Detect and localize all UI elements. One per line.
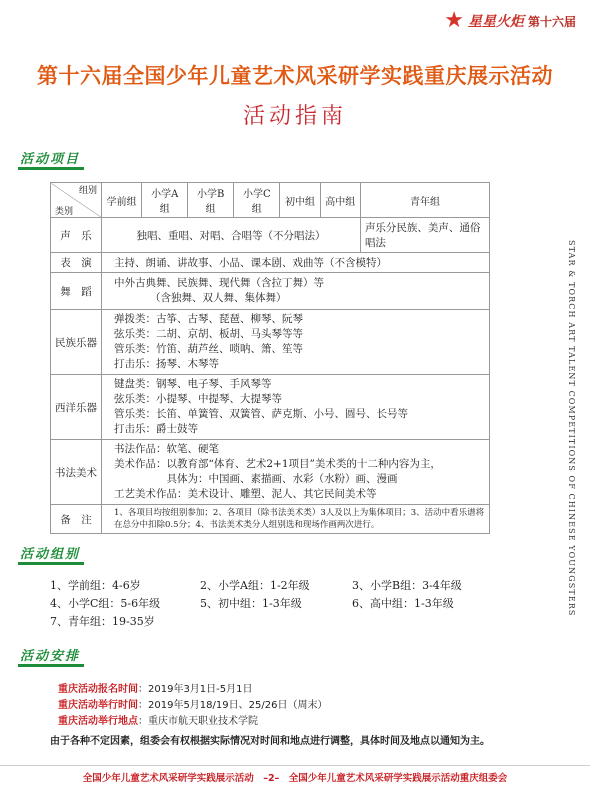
logo [444, 10, 576, 32]
row-line: （含独舞、双人舞、集体舞） [150, 292, 287, 304]
table-row [51, 253, 490, 273]
row-content [102, 273, 490, 310]
row-content: 独唱、重唱、对唱、合唱等（不分唱法） [102, 218, 361, 253]
row-line: 打击乐：爵士鼓等 [114, 423, 198, 435]
row-line: 弦乐类：小提琴、中提琴、大提琴等 [114, 393, 282, 405]
section-header-projects [18, 148, 84, 170]
section-header-groups [18, 543, 84, 565]
row-line: 中外古典舞、民族舞、现代舞（含拉丁舞）等 [114, 277, 324, 289]
row-line: 弦乐类：二胡、京胡、板胡、马头琴等等 [114, 328, 303, 340]
row-line: 书法作品：软笔、硬笔 [114, 443, 219, 455]
page-subtitle: 活动指南 [242, 104, 347, 129]
table-row [51, 310, 490, 375]
row-line: 打击乐：扬琴、木琴等 [114, 358, 219, 370]
group-item: 1、学前组：4-6岁 [50, 579, 141, 592]
schedule-value: ：重庆市航天职业技术学院 [138, 716, 258, 727]
col-header: 小学C组 [234, 183, 280, 218]
group-item: 7、青年组：19-35岁 [50, 615, 155, 628]
row-line: 工艺美术作品：美术设计、雕塑、泥人、其它民间美术等 [114, 488, 377, 500]
group-item: 2、小学A组：1-2年级 [200, 579, 310, 592]
group-item: 3、小学B组：3-4年级 [352, 579, 462, 592]
page-title: 第十六届全国少年儿童艺术风采研学实践重庆展示活动 [37, 63, 553, 88]
section-header-schedule [18, 645, 84, 667]
group-item: 4、小学C组：5-6年级 [50, 597, 161, 610]
row-category: 民族乐器 [51, 310, 102, 375]
section-label: 活动项目 [18, 148, 84, 170]
page-footer: 全国少年儿童艺术风采研学实践展示活动 –2– 全国少年儿童艺术风采研学实践展示活动重庆组委会 [82, 773, 508, 784]
vertical-english-caption: STAR & TORCH ART TALENT COMPETITIONS OF CHINESE YOUNGSTERS [567, 240, 576, 617]
row-line: 美术作品：以教育部“体育、艺术2+1项目”美术类的十二种内容为主， [114, 458, 441, 470]
table-row [51, 273, 490, 310]
section-label: 活动组别 [18, 543, 84, 565]
schedule-key: 重庆活动举行地点 [58, 716, 138, 727]
row-content [102, 375, 490, 440]
edition-label: 第十六届 [527, 14, 576, 29]
col-header: 小学B组 [188, 183, 234, 218]
schedule-item [58, 696, 327, 711]
schedule-key: 重庆活动举行时间 [58, 700, 138, 711]
row-content [102, 440, 490, 505]
projects-table [50, 182, 490, 534]
row-category: 书法美术 [51, 440, 102, 505]
table-row [51, 375, 490, 440]
row-content: 1、各项目均按组别参加；2、各项目（除书法美术类）3人及以上为集体项目；3、活动中看乐谱将在总分中扣除0.5分；4、书法美术类分人组别选和现场作画两次进行。 [102, 505, 490, 534]
row-content [102, 310, 490, 375]
table-header-row [51, 183, 490, 218]
row-category: 舞 蹈 [51, 273, 102, 310]
table-corner-cell [51, 183, 102, 218]
row-line: 管乐类：长笛、单簧管、双簧管、萨克斯、小号、圆号、长号等 [114, 408, 408, 420]
group-item: 5、初中组：1-3年级 [200, 597, 302, 610]
schedule-value: ：2019年5月18/19日、25/26日（周末） [138, 700, 328, 711]
footer-divider [0, 765, 590, 766]
schedule-value: ：2019年3月1日-5月1日 [138, 684, 253, 695]
corner-top-label: 组别 [78, 186, 97, 196]
col-header: 高中组 [320, 183, 360, 218]
col-header: 青年组 [360, 183, 489, 218]
row-category: 声 乐 [51, 218, 102, 253]
col-header: 学前组 [102, 183, 142, 218]
schedule-item [58, 712, 258, 727]
col-header: 初中组 [280, 183, 320, 218]
row-content: 主持、朗诵、讲故事、小品、课本剧、戏曲等（不含模特） [102, 253, 490, 273]
corner-bottom-label: 类别 [55, 207, 74, 217]
row-line: 键盘类：钢琴、电子琴、手风琴等 [114, 378, 272, 390]
row-line: 弹拨类：古筝、古琴、琵琶、柳琴、阮琴 [114, 313, 303, 325]
torch-star-icon: ★ [444, 8, 464, 33]
table-row [51, 218, 490, 253]
row-category: 西洋乐器 [51, 375, 102, 440]
schedule-item [58, 680, 253, 695]
table-row [51, 440, 490, 505]
group-item: 6、高中组：1-3年级 [352, 597, 454, 610]
col-header: 小学A组 [142, 183, 188, 218]
row-youth-content: 声乐分民族、美声、通俗唱法 [360, 218, 489, 253]
schedule-key: 重庆活动报名时间 [58, 684, 138, 695]
row-line: 管乐类：竹笛、葫芦丝、唢呐、箫、笙等 [114, 343, 303, 355]
row-category: 表 演 [51, 253, 102, 273]
notice-text: 由于各种不定因素，组委会有权根据实际情况对时间和地点进行调整，具体时间及地点以通知为主。 [50, 736, 490, 747]
logo-text: 星星火炬 [467, 14, 524, 30]
row-category: 备 注 [51, 505, 102, 534]
table-row [51, 505, 490, 534]
section-label: 活动安排 [18, 645, 84, 667]
row-line: 具体为：中国画、素描画、水彩（水粉）画、漫画 [114, 473, 398, 485]
